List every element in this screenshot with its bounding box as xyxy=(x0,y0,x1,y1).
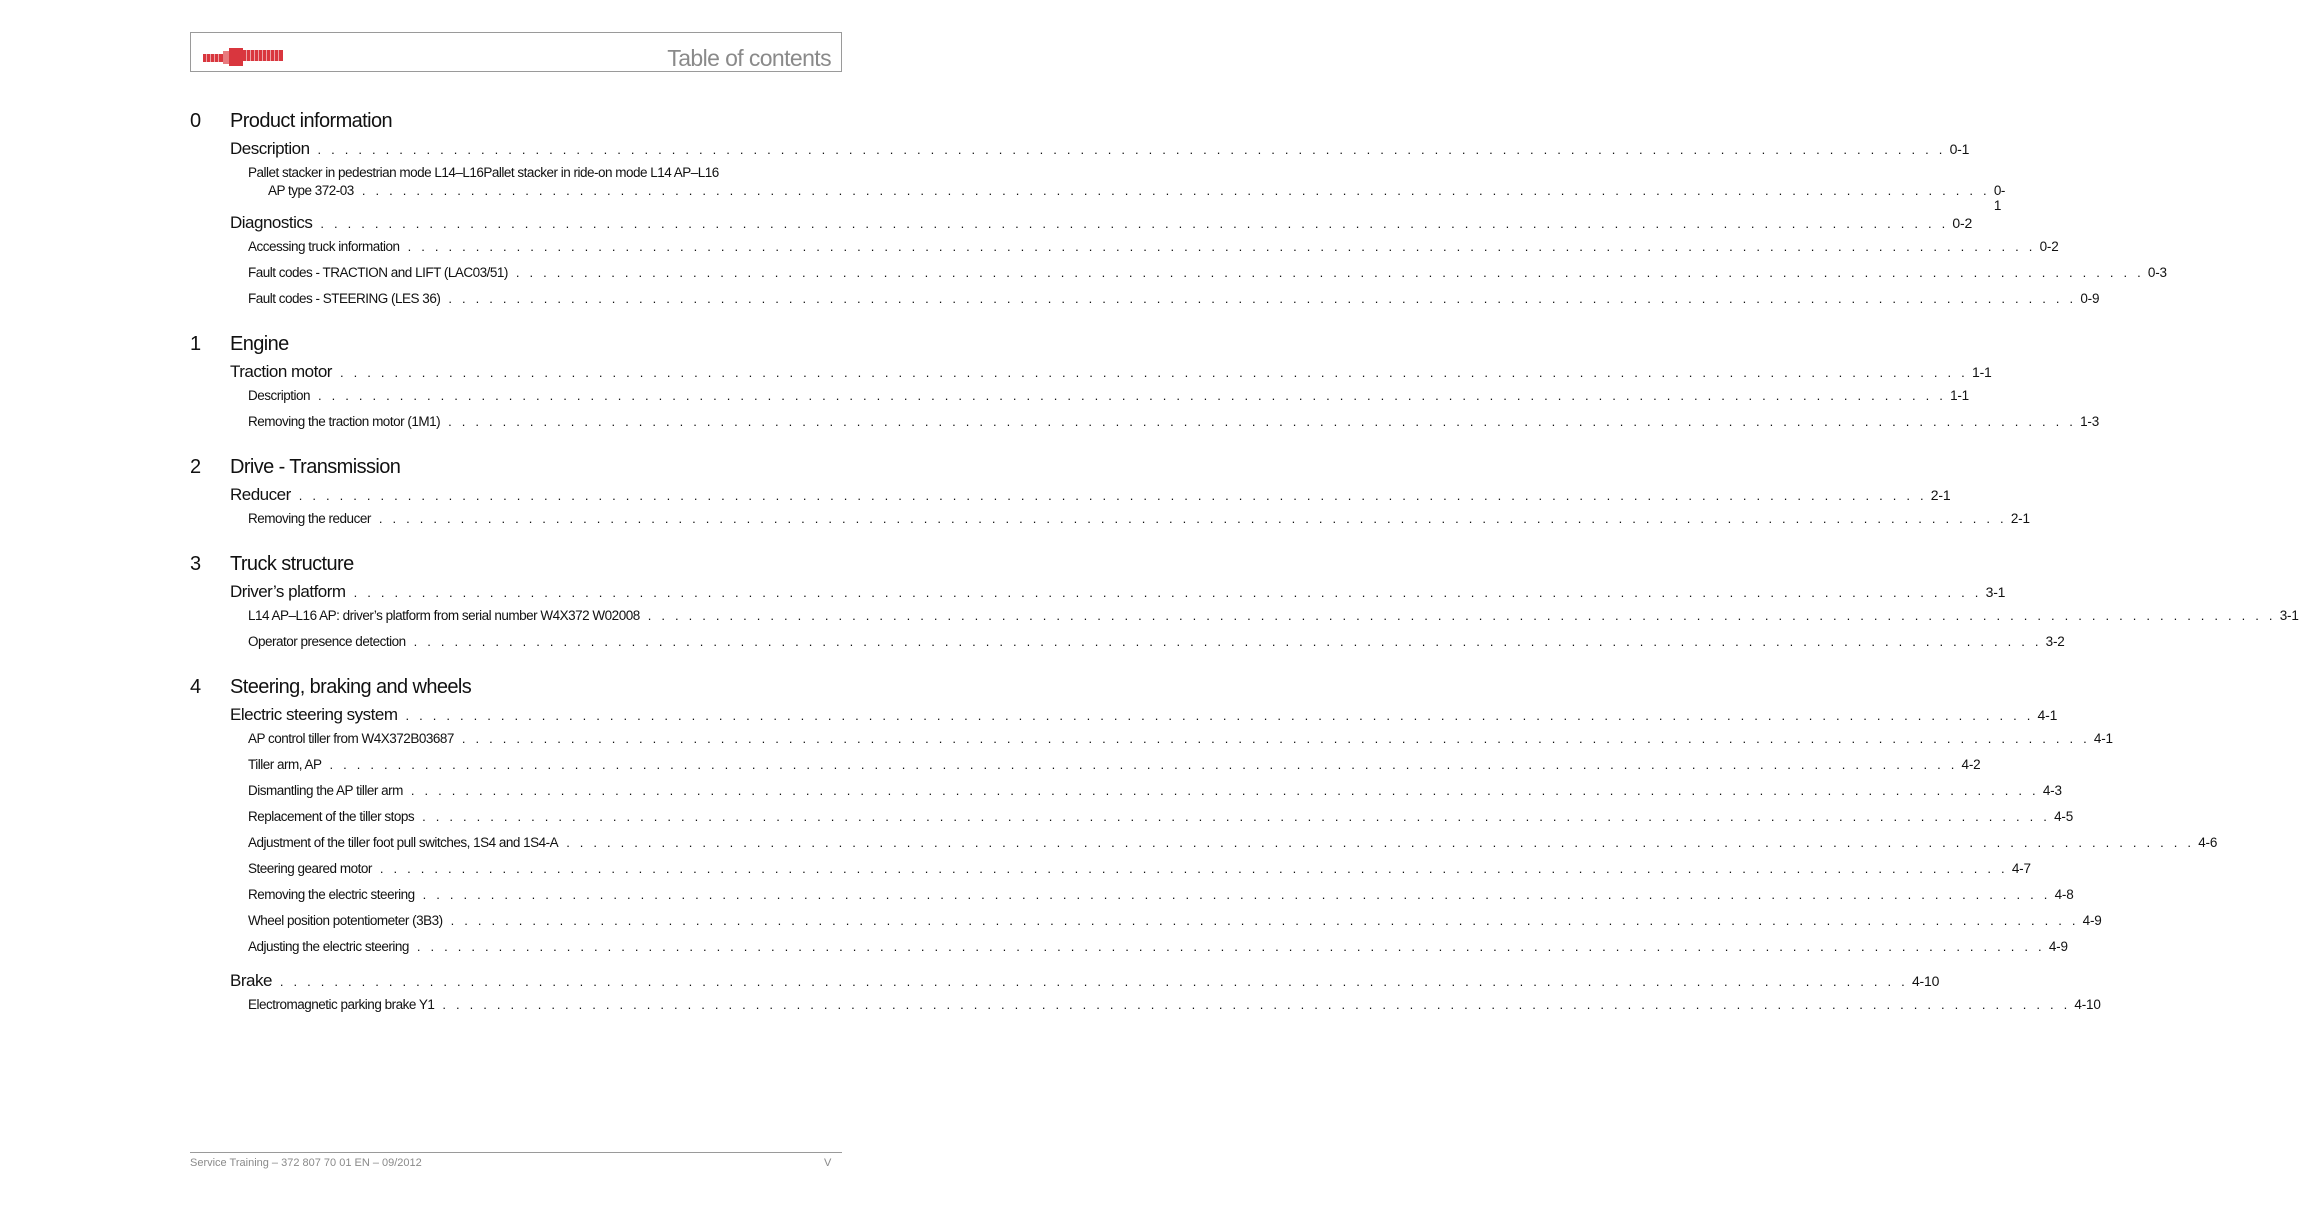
leader-dots: . . . . . . . . . . . . . . . . . . . . . . . . . . . . . . . . . . . . . . . . . . . . . . . . . . . . . . . . . . . . . . . . . . . . . . . . . . . . . . . . . . . . . . . . . . . . . . . . . . . . . . . . . . . . . . . . . . . . . . . . xyxy=(407,239,2036,254)
subsection-entry-page: 3-2 xyxy=(2045,634,2065,649)
subsection-entry-page: 0-9 xyxy=(2080,291,2100,306)
subsection-entry-title: Tiller arm, AP xyxy=(248,757,322,772)
subsection-entry xyxy=(190,291,2100,317)
section-entry-page: 3-1 xyxy=(1985,584,2006,600)
leader-dots: . . . . . . . . . . . . . . . . . . . . . . . . . . . . . . . . . . . . . . . . . . . . . . . . . . . . . . . . . . . . . . . . . . . . . . . . . . . . . . . . . . . . . . . . . . . . . . . . . . . . . . . . . . . . . . . . . . . . . . . . xyxy=(329,757,1958,772)
leader-dots: . . . . . . . . . . . . . . . . . . . . . . . . . . . . . . . . . . . . . . . . . . . . . . . . . . . . . . . . . . . . . . . . . . . . . . . . . . . . . . . . . . . . . . . . . . . . . . . . . . . . . . . . . . . . . . . . . . . . . . . . xyxy=(413,634,2042,649)
chapter-number: 1 xyxy=(190,333,201,355)
leader-dots: . . . . . . . . . . . . . . . . . . . . . . . . . . . . . . . . . . . . . . . . . . . . . . . . . . . . . . . . . . . . . . . . . . . . . . . . . . . . . . . . . . . . . . . . . . . . . . . . . . . . . . . . . . . . . . . . . . . . . . . . xyxy=(461,731,2090,746)
subsection-entry-page: 0-2 xyxy=(2039,239,2059,254)
leader-dots: . . . . . . . . . . . . . . . . . . . . . . . . . . . . . . . . . . . . . . . . . . . . . . . . . . . . . . . . . . . . . . . . . . . . . . . . . . . . . . . . . . . . . . . . . . . . . . . . . . . . . . . . . . . . . . . . . . . . . . . . xyxy=(416,939,2045,954)
section-entry xyxy=(190,362,1992,388)
leader-dots: . . . . . . . . . . . . . . . . . . . . . . . . . . . . . . . . . . . . . . . . . . . . . . . . . . . . . . . . . . . . . . . . . . . . . . . . . . . . . . . . . . . . . . . . . . . . . . . . . . . . . . . . . . . . . . . . . . . . . . . . xyxy=(450,913,2079,928)
leader-dots: . . . . . . . . . . . . . . . . . . . . . . . . . . . . . . . . . . . . . . . . . . . . . . . . . . . . . . . . . . . . . . . . . . . . . . . . . . . . . . . . . . . . . . . . . . . . . . . . . . . . . . . . . . . . . . . . . . . . . . . . xyxy=(378,511,2007,526)
leader-dots: . . . . . . . . . . . . . . . . . . . . . . . . . . . . . . . . . . . . . . . . . . . . . . . . . . . . . . . . . . . . . . . . . . . . . . . . . . . . . . . . . . . . . . . . . . . . . . . . . . . . . . . . . . . . . . . . . . . . . . . . xyxy=(448,414,2077,429)
subsection-entry xyxy=(190,835,2218,861)
leader-dots: . . . . . . . . . . . . . . . . . . . . . . . . . . . . . . . . . . . . . . . . . . . . . . . . . . . . . . . . . . . . . . . . . . . . . . . . . . . . . . . . . . . . . . . . . . . . . . . . . . . . . . . . . . . . . . . . . . . . . . . . xyxy=(339,365,1968,380)
subsection-entry xyxy=(190,809,2074,835)
brand-logo-icon xyxy=(203,46,283,68)
subsection-entry xyxy=(190,608,2299,634)
subsection-entry-wrapped xyxy=(190,165,2005,213)
chapter-title: Truck structure xyxy=(230,553,354,575)
leader-dots: . . . . . . . . . . . . . . . . . . . . . . . . . . . . . . . . . . . . . . . . . . . . . . . . . . . . . . . . . . . . . . . . . . . . . . . . . . . . . . . . . . . . . . . . . . . . . . . . . . . . . . . . . . . . . . . . . . . . . . . . xyxy=(379,861,2008,876)
leader-dots: . . . . . . . . . . . . . . . . . . . . . . . . . . . . . . . . . . . . . . . . . . . . . . . . . . . . . . . . . . . . . . . . . . . . . . . . . . . . . . . . . . . . . . . . . . . . . . . . . . . . . . . . . . . . . . . . . . . . . . . . xyxy=(317,142,1946,157)
leader-dots: . . . . . . . . . . . . . . . . . . . . . . . . . . . . . . . . . . . . . . . . . . . . . . . . . . . . . . . . . . . . . . . . . . . . . . . . . . . . . . . . . . . . . . . . . . . . . . . . . . . . . . . . . . . . . . . . . . . . . . . . xyxy=(318,388,1947,403)
subsection-entry-title: Wheel position potentiometer (3B3) xyxy=(248,913,443,928)
chapter-title: Engine xyxy=(230,333,289,355)
section-entry-title: Diagnostics xyxy=(230,213,313,232)
section-entry xyxy=(190,213,1973,239)
page-number: V xyxy=(824,1157,832,1169)
leader-dots: . . . . . . . . . . . . . . . . . . . . . . . . . . . . . . . . . . . . . . . . . . . . . . . . . . . . . . . . . . . . . . . . . . . . . . . . . . . . . . . . . . . . . . . . . . . . . . . . . . . . . . . . . . . . . . . . . . . . . . . . xyxy=(448,291,2077,306)
subsection-entry-page: 0-3 xyxy=(2147,265,2167,280)
subsection-entry-page: 4-10 xyxy=(2074,997,2101,1012)
subsection-entry xyxy=(190,887,2074,913)
subsection-entry xyxy=(190,939,2068,965)
subsection-entry-title: Steering geared motor xyxy=(248,861,372,876)
subsection-entry-title: Removing the traction motor (1M1) xyxy=(248,414,441,429)
subsection-entry-page: 1-3 xyxy=(2080,414,2100,429)
subsection-entry-title: AP control tiller from W4X372B03687 xyxy=(248,731,454,746)
chapter-heading xyxy=(190,553,842,576)
page-header xyxy=(190,32,842,72)
subsection-entry-title: Fault codes - TRACTION and LIFT (LAC03/51) xyxy=(248,265,508,280)
section-entry xyxy=(190,485,1951,511)
leader-dots: . . . . . . . . . . . . . . . . . . . . . . . . . . . . . . . . . . . . . . . . . . . . . . . . . . . . . . . . . . . . . . . . . . . . . . . . . . . . . . . . . . . . . . . . . . . . . . . . . . . . . . . . . . . . . . . . . . . . . . . . xyxy=(442,997,2071,1012)
subsection-page: 0-1 xyxy=(1993,183,2005,213)
leader-dots: . . . . . . . . . . . . . . . . . . . . . . . . . . . . . . . . . . . . . . . . . . . . . . . . . . . . . . . . . . . . . . . . . . . . . . . . . . . . . . . . . . . . . . . . . . . . . . . . . . . . . . . . . . . . . . . . . . . . . . . . xyxy=(515,265,2144,280)
subsection-entry-page: 3-1 xyxy=(2279,608,2299,623)
subsection-entry xyxy=(190,997,2101,1023)
section-entry xyxy=(190,582,2006,608)
subsection-entry-page: 4-8 xyxy=(2054,887,2074,902)
chapter-number: 3 xyxy=(190,553,201,575)
subsection-entry-page: 4-6 xyxy=(2198,835,2218,850)
chapter-heading xyxy=(190,676,842,699)
subsection-entry-page: 4-7 xyxy=(2011,861,2031,876)
subsection-entry-title: Adjustment of the tiller foot pull switches, 1S4 and 1S4-A xyxy=(248,835,559,850)
chapter-number: 0 xyxy=(190,110,201,132)
subsection-entry-page: 4-5 xyxy=(2054,809,2074,824)
subsection-entry xyxy=(190,265,2167,291)
subsection-title-line2: AP type 372-03 xyxy=(268,183,354,198)
leader-dots: . . . . . . . . . . . . . . . . . . . . . . . . . . . . . . . . . . . . . . . . . . . . . . . . . . . . . . . . . . . . . . . . . . . . . . . . . . . . . . . . . . . . . . . . . . . . . . . . . . . . . . . . . . . . . . . . . . . . . . . . xyxy=(410,783,2039,798)
subsection-entry-title: Dismantling the AP tiller arm xyxy=(248,783,403,798)
leader-dots: . . . . . . . . . . . . . . . . . . . . . . . . . . . . . . . . . . . . . . . . . . . . . . . . . . . . . . . . . . . . . . . . . . . . . . . . . . . . . . . . . . . . . . . . . . . . . . . . . . . . . . . . . . . . . . . . . . . . . . . . xyxy=(422,887,2051,902)
subsection-entry xyxy=(190,731,2113,757)
header-title: Table of contents xyxy=(667,45,831,71)
subsection-entry xyxy=(190,414,2100,440)
subsection-entry xyxy=(190,511,2030,537)
section-entry-page: 4-1 xyxy=(2037,707,2058,723)
subsection-entry xyxy=(190,239,2059,265)
subsection-entry-page: 4-2 xyxy=(1961,757,1981,772)
leader-dots: . . . . . . . . . . . . . . . . . . . . . . . . . . . . . . . . . . . . . . . . . . . . . . . . . . . . . . . . . . . . . . . . . . . . . . . . . . . . . . . . . . . . . . . . . . . . . . . . . . . . . . . . . . . . . . . . . . . . . . . . xyxy=(279,974,1908,989)
leader-dots: . . . . . . . . . . . . . . . . . . . . . . . . . . . . . . . . . . . . . . . . . . . . . . . . . . . . . . . . . . . . . . . . . . . . . . . . . . . . . . . . . . . . . . . . . . . . . . . . . . . . . . . . . . . . . . . . . . . . . . . . xyxy=(405,708,2034,723)
section-entry-title: Traction motor xyxy=(230,362,332,381)
leader-dots: . . . . . . . . . . . . . . . . . . . . . . . . . . . . . . . . . . . . . . . . . . . . . . . . . . . . . . . . . . . . . . . . . . . . . . . . . . . . . . . . . . . . . . . . . . . . . . . . . . . . . . . . . . . . . . . . . . . . . . . . xyxy=(422,809,2051,824)
subsection-entry-title: Replacement of the tiller stops xyxy=(248,809,415,824)
subsection-entry-title: Operator presence detection xyxy=(248,634,406,649)
section-entry-page: 0-1 xyxy=(1949,141,1970,157)
section-entry-title: Description xyxy=(230,139,310,158)
subsection-entry-page: 4-1 xyxy=(2093,731,2113,746)
leader-dots: . . . . . . . . . . . . . . . . . . . . . . . . . . . . . . . . . . . . . . . . . . . . . . . . . . . . . . . . . . . . . . . . . . . . . . . . . . . . . . . . . . . . . . . . . . . . . . . . . . . . . . . . . . . . . . . . . . . . . . . . xyxy=(353,585,1982,600)
leader-dots: . . . . . . . . . . . . . . . . . . . . . . . . . . . . . . . . . . . . . . . . . . . . . . . . . . . . . . . . . . . . . . . . . . . . . . . . . . . . . . . . . . . . . . . . . . . . . . . . . . . . . . . . . . . . . . . . . . . . . . . . xyxy=(320,216,1949,231)
subsection-entry xyxy=(190,783,2062,809)
subsection-entry xyxy=(190,861,2031,887)
footer-text: Service Training – 372 807 70 01 EN – 09/2012 xyxy=(190,1157,422,1169)
section-entry-title: Reducer xyxy=(230,485,291,504)
subsection-entry-page: 4-9 xyxy=(2082,913,2102,928)
section-entry-page: 1-1 xyxy=(1972,364,1992,380)
chapter-title: Steering, braking and wheels xyxy=(230,676,472,698)
leader-dots: . . . . . . . . . . . . . . . . . . . . . . . . . . . . . . . . . . . . . . . . . . . . . . . . . . . . . . . . . . . . . . . . . . . . . . . . . . . . . . . . . . . . . . . . . . . . . . . . . . . . . . . . . . . . . . . . . . . . . . . . xyxy=(566,835,2195,850)
section-entry xyxy=(190,705,2058,731)
subsection-entry-title: Description xyxy=(248,388,311,403)
subsection-entry xyxy=(190,913,2102,939)
subsection-title-line2-row xyxy=(248,183,2005,213)
chapter-heading xyxy=(190,333,842,356)
section-entry xyxy=(190,971,1940,997)
chapter-heading xyxy=(190,110,842,133)
subsection-title-line1: Pallet stacker in pedestrian mode L14–L16Pallet stacker in ride-on mode L14 AP–L16 xyxy=(248,165,719,180)
chapter-title: Drive - Transmission xyxy=(230,456,401,478)
table-of-contents xyxy=(190,110,2299,1023)
subsection-entry-title: Removing the electric steering xyxy=(248,887,415,902)
subsection-entry-page: 4-9 xyxy=(2048,939,2068,954)
subsection-entry xyxy=(190,757,1981,783)
subsection-entry-page: 4-3 xyxy=(2042,783,2062,798)
section-entry-page: 0-2 xyxy=(1952,215,1973,231)
subsection-entry xyxy=(190,634,2065,660)
chapter-number: 2 xyxy=(190,456,201,478)
section-entry xyxy=(190,139,1970,165)
subsection-entry-page: 2-1 xyxy=(2010,511,2030,526)
subsection-entry-page: 1-1 xyxy=(1950,388,1969,403)
leader-dots: . . . . . . . . . . . . . . . . . . . . . . . . . . . . . . . . . . . . . . . . . . . . . . . . . . . . . . . . . . . . . . . . . . . . . . . . . . . . . . . . . . . . . . . . . . . . . . . . . . . . . . . . . . . . . . . . . . . . . . . . xyxy=(298,488,1927,503)
section-entry-page: 4-10 xyxy=(1911,973,1940,989)
subsection-entry-title: Fault codes - STEERING (LES 36) xyxy=(248,291,441,306)
footer-divider xyxy=(190,1152,842,1153)
chapter-number: 4 xyxy=(190,676,201,698)
subsection-entry-title: Electromagnetic parking brake Y1 xyxy=(248,997,435,1012)
subsection-entry-title: Adjusting the electric steering xyxy=(248,939,409,954)
section-entry-title: Driver’s platform xyxy=(230,582,346,601)
leader-dots: . . . . . . . . . . . . . . . . . . . . . . . . . . . . . . . . . . . . . . . . . . . . . . . . . . . . . . . . . . . . . . . . . . . . . . . . . . . . . . . . . . . . . . . . . . . . . . . . . . . . . . . . . . . . . . . . . . . . . . . . xyxy=(361,183,1990,198)
subsection-entry-title: L14 AP–L16 AP: driver’s platform from serial number W4X372 W02008 xyxy=(248,608,640,623)
subsection-entry-title: Removing the reducer xyxy=(248,511,371,526)
chapter-title: Product information xyxy=(230,110,393,132)
section-entry-title: Electric steering system xyxy=(230,705,398,724)
section-entry-title: Brake xyxy=(230,971,272,990)
chapter-heading xyxy=(190,456,842,479)
subsection-entry-title: Accessing truck information xyxy=(248,239,400,254)
leader-dots: . . . . . . . . . . . . . . . . . . . . . . . . . . . . . . . . . . . . . . . . . . . . . . . . . . . . . . . . . . . . . . . . . . . . . . . . . . . . . . . . . . . . . . . . . . . . . . . . . . . . . . . . . . . . . . . . . . . . . . . . xyxy=(647,608,2276,623)
subsection-entry xyxy=(190,388,1969,414)
section-entry-page: 2-1 xyxy=(1930,487,1951,503)
